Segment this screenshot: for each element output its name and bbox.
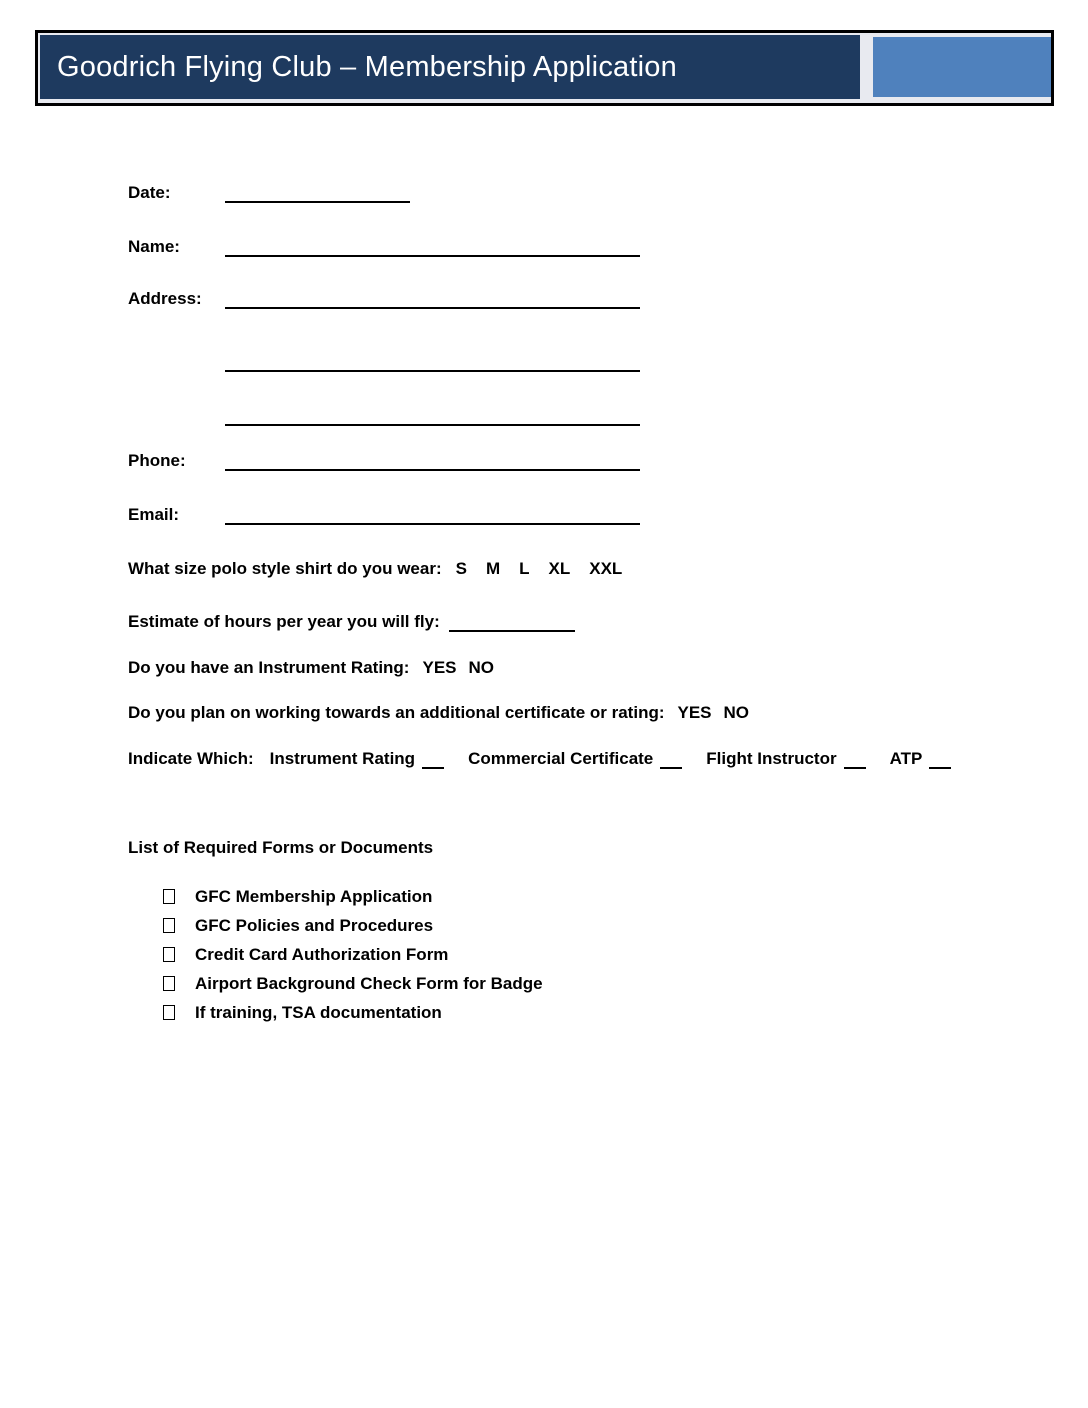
indicate-which-label: Indicate Which:: [128, 749, 254, 768]
checklist-item-label: If training, TSA documentation: [195, 1002, 442, 1022]
indicate-blank-flight-instructor[interactable]: [844, 751, 866, 769]
address-row-2: [128, 349, 640, 372]
indicate-blank-commercial-certificate[interactable]: [660, 751, 682, 769]
email-input-line[interactable]: [225, 504, 640, 525]
hours-input-line[interactable]: [449, 611, 575, 632]
checkbox-icon[interactable]: [163, 918, 175, 933]
shirt-option-l[interactable]: L: [519, 559, 530, 578]
date-label: Date:: [128, 183, 171, 202]
phone-row: [128, 448, 640, 471]
page-title: Goodrich Flying Club – Membership Application: [57, 50, 677, 83]
required-documents-checklist: [128, 882, 543, 1027]
indicate-option-instrument-rating[interactable]: Instrument Rating: [269, 749, 416, 768]
address-row: [128, 286, 640, 309]
shirt-option-m[interactable]: M: [485, 559, 501, 578]
indicate-option-flight-instructor[interactable]: Flight Instructor: [706, 749, 837, 768]
phone-input-line[interactable]: [225, 450, 640, 471]
additional-certificate-row: [128, 700, 749, 723]
checklist-item-label: GFC Policies and Procedures: [195, 915, 434, 935]
header-title-box: [40, 35, 860, 99]
email-row: [128, 502, 640, 525]
address-row-3: [128, 403, 640, 426]
shirt-option-xl[interactable]: XL: [548, 559, 571, 578]
checkbox-icon[interactable]: [163, 889, 175, 904]
checklist-heading: List of Required Forms or Documents: [128, 838, 434, 857]
email-label: Email:: [128, 505, 180, 524]
additional-certificate-yes[interactable]: YES: [677, 703, 712, 722]
instrument-rating-row: [128, 655, 494, 678]
indicate-blank-instrument-rating[interactable]: [422, 751, 444, 769]
checklist-item-policies-procedures: [128, 911, 543, 940]
shirt-size-question-row: [128, 556, 622, 579]
address-input-line-2[interactable]: [225, 351, 640, 372]
instrument-rating-no[interactable]: NO: [468, 658, 495, 677]
checklist-item-airport-background-check: [128, 969, 543, 998]
checklist-item-tsa-documentation: [128, 998, 543, 1027]
shirt-option-s[interactable]: S: [455, 559, 467, 578]
checklist-item-credit-card-authorization: [128, 940, 543, 969]
instrument-rating-question: Do you have an Instrument Rating:: [128, 658, 410, 677]
header-banner: [35, 30, 1054, 106]
indicate-option-atp[interactable]: ATP: [889, 749, 923, 768]
additional-certificate-question: Do you plan on working towards an additional certificate or rating:: [128, 703, 665, 722]
name-label: Name:: [128, 237, 180, 256]
address-label: Address:: [128, 289, 202, 308]
hours-question: Estimate of hours per year you will fly:: [128, 612, 440, 631]
checkbox-icon[interactable]: [163, 947, 175, 962]
shirt-size-question: What size polo style shirt do you wear:: [128, 559, 442, 578]
address-input-line-1[interactable]: [225, 288, 640, 309]
checklist-item-label: Airport Background Check Form for Badge: [195, 973, 543, 993]
name-input-line[interactable]: [225, 236, 640, 257]
hours-question-row: [128, 609, 575, 632]
checklist-item-label: GFC Membership Application: [195, 886, 433, 906]
indicate-which-row: [128, 746, 951, 769]
indicate-blank-atp[interactable]: [929, 751, 951, 769]
header-accent-block: [873, 37, 1051, 97]
indicate-option-commercial-certificate[interactable]: Commercial Certificate: [468, 749, 654, 768]
checkbox-icon[interactable]: [163, 1005, 175, 1020]
additional-certificate-no[interactable]: NO: [723, 703, 750, 722]
date-row: [128, 180, 410, 203]
checklist-item-membership-application: [128, 882, 543, 911]
instrument-rating-yes[interactable]: YES: [422, 658, 457, 677]
checklist-item-label: Credit Card Authorization Form: [195, 944, 449, 964]
checkbox-icon[interactable]: [163, 976, 175, 991]
phone-label: Phone:: [128, 451, 186, 470]
address-input-line-3[interactable]: [225, 405, 640, 426]
date-input-line[interactable]: [225, 182, 410, 203]
name-row: [128, 234, 640, 257]
shirt-option-xxl[interactable]: XXL: [589, 559, 623, 578]
